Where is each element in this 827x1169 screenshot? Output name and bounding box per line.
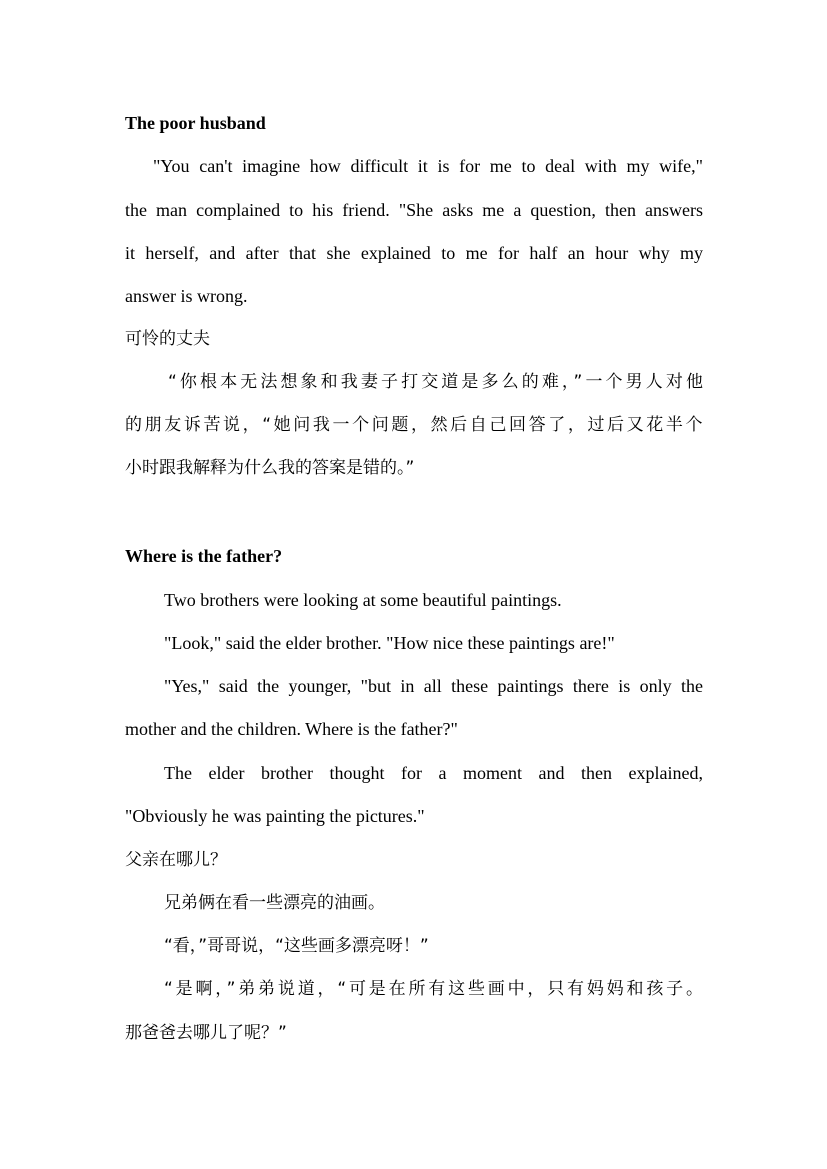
- story1-paragraph-line: "You can't imagine how difficult it is for me to deal with my wife,": [153, 156, 703, 176]
- story2-line: "Yes," said the younger, "but in all these paintings there is only the: [164, 676, 703, 696]
- story1-cn-line: “你根本无法想象和我妻子打交道是多么的难，”一个男人对他: [168, 372, 703, 392]
- story1-cn-line: 的朋友诉苦说，“她问我一个问题，然后自己回答了，过后又花半个: [125, 415, 703, 435]
- story2-line: Two brothers were looking at some beautiful paintings.: [164, 590, 562, 610]
- story2-cn-title: 父亲在哪儿？: [125, 850, 227, 870]
- story2-line: mother and the children. Where is the father?": [125, 719, 458, 739]
- story2-line: "Obviously he was painting the pictures.": [125, 806, 425, 826]
- story2-cn-line: 那爸爸去哪儿了呢？”: [125, 1023, 287, 1043]
- story1-title: The poor husband: [125, 113, 266, 133]
- story2-title: Where is the father?: [125, 546, 283, 566]
- story1-paragraph-line: it herself, and after that she explained to me for half an hour why my: [125, 243, 703, 263]
- story2-line: The elder brother thought for a moment and then explained,: [164, 763, 703, 783]
- story2-cn-line: “是啊，”弟弟说道，“可是在所有这些画中，只有妈妈和孩子。: [164, 979, 703, 999]
- story1-cn-line: 小时跟我解释为什么我的答案是错的。”: [125, 458, 415, 478]
- story2-line: "Look," said the elder brother. "How nice these paintings are!": [164, 633, 615, 653]
- story2-cn-line: 兄弟俩在看一些漂亮的油画。: [164, 893, 385, 913]
- story2-cn-line: “看，”哥哥说，“这些画多漂亮呀！”: [164, 936, 429, 956]
- story1-paragraph-line: answer is wrong.: [125, 286, 248, 306]
- story1-cn-title: 可怜的丈夫: [125, 329, 210, 349]
- story1-paragraph-line: the man complained to his friend. "She asks me a question, then answers: [125, 200, 703, 220]
